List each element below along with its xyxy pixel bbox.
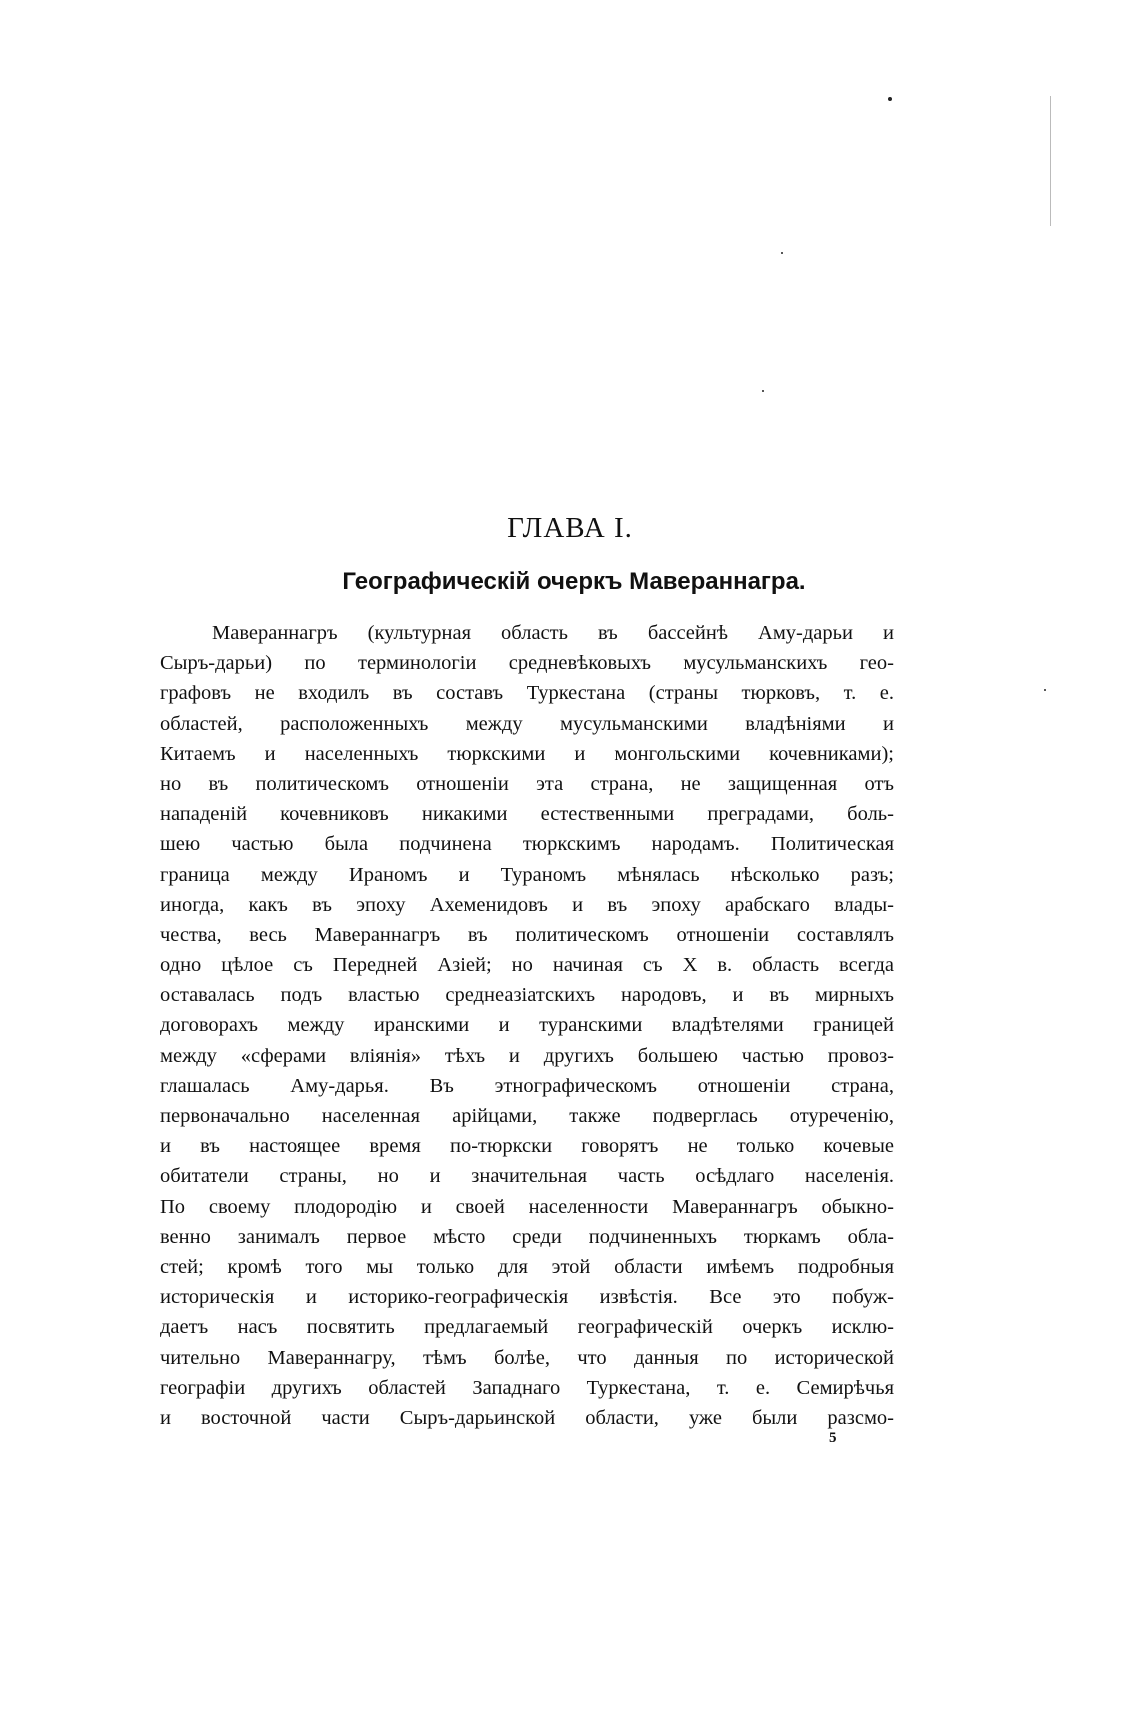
text-line: обитатели страны, но и значительная часть осѣдлаго населенія. bbox=[160, 1165, 894, 1188]
text-line: чества, весь Мавераннагръ въ политическомъ отношеніи составлялъ bbox=[160, 923, 894, 946]
chapter-heading: ГЛАВА I. bbox=[507, 512, 633, 544]
text-line: между «сферами вліянія» тѣхъ и другихъ большею частью провоз- bbox=[160, 1044, 894, 1067]
page-edge-line bbox=[1050, 96, 1051, 226]
scan-speck bbox=[762, 390, 764, 392]
text-line: глашалась Аму-дарья. Въ этнографическомъ отношеніи страна, bbox=[160, 1074, 894, 1097]
text-line: областей, расположенныхъ между мусульманскими владѣніями и bbox=[160, 712, 894, 735]
text-line: договорахъ между иранскими и туранскими владѣтелями границей bbox=[160, 1014, 894, 1037]
text-line: Китаемъ и населенныхъ тюркскими и монгольскими кочевниками); bbox=[160, 742, 894, 765]
text-line: но въ политическомъ отношеніи эта страна, не защищенная отъ bbox=[160, 772, 894, 795]
text-line: чительно Мавераннагру, тѣмъ болѣе, что данныя по исторической bbox=[160, 1346, 894, 1369]
text-line: даетъ насъ посвятить предлагаемый географическій очеркъ исклю- bbox=[160, 1316, 894, 1339]
text-line: географіи другихъ областей Западнаго Туркестана, т. е. Семирѣчья bbox=[160, 1376, 894, 1399]
text-line: граница между Ираномъ и Тураномъ мѣнялась нѣсколько разъ; bbox=[160, 863, 894, 886]
text-line: Сыръ-дарьи) по терминологіи средневѣковыхъ мусульманскихъ гео- bbox=[160, 652, 894, 675]
text-line: историческія и историко-географическія извѣстія. Все это побуж- bbox=[160, 1286, 894, 1309]
scan-speck bbox=[888, 97, 892, 101]
text-line: и въ настоящее время по-тюркски говорятъ не только кочевые bbox=[160, 1135, 894, 1158]
text-line: иногда, какъ въ эпоху Ахеменидовъ и въ эпоху арабскаго влады- bbox=[160, 893, 894, 916]
text-line: стей; кромѣ того мы только для этой области имѣемъ подробныя bbox=[160, 1255, 894, 1278]
text-line: По своему плодородію и своей населенности Мавераннагръ обыкно- bbox=[160, 1195, 894, 1218]
scan-speck bbox=[781, 252, 783, 254]
text-line: одно цѣлое съ Передней Азіей; но начиная съ X в. область всегда bbox=[160, 954, 894, 977]
page-number: 5 bbox=[829, 1430, 837, 1446]
text-line: графовъ не входилъ въ составъ Туркестана (страны тюрковъ, т. е. bbox=[160, 682, 894, 705]
chapter-subtitle: Географическій очеркъ Мавераннагра. bbox=[342, 568, 806, 595]
text-line: и восточной части Сыръ-дарьинской области, уже были разсмо- bbox=[160, 1406, 894, 1429]
text-line: шею частью была подчинена тюркскимъ народамъ. Политическая bbox=[160, 833, 894, 856]
text-line: Мавераннагръ (культурная область въ бассейнѣ Аму-дарьи и bbox=[212, 622, 894, 644]
text-line: оставалась подъ властью среднеазіатскихъ народовъ, и въ мирныхъ bbox=[160, 984, 894, 1007]
scan-speck bbox=[1044, 689, 1046, 691]
text-line: венно занималъ первое мѣсто среди подчиненныхъ тюркамъ обла- bbox=[160, 1225, 894, 1248]
text-line: нападеній кочевниковъ никакими естественными преградами, боль- bbox=[160, 803, 894, 826]
body-paragraph bbox=[160, 618, 894, 1433]
text-line: первоначально населенная арійцами, также подверглась отуреченію, bbox=[160, 1105, 894, 1127]
